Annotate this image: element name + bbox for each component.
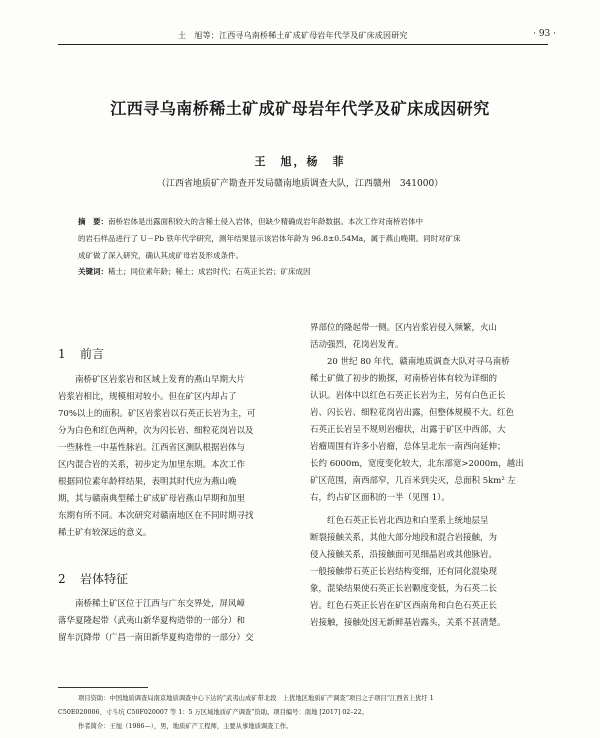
section-number: 2 <box>58 572 66 586</box>
footnote-rule <box>58 687 148 688</box>
abstract-line: 的岩石样品进行了 U－Pb 铁年代学研究，测年结果显示该岩体年龄为 96.8±0.54Ma，属于燕山晚期。同时对矿床 <box>78 234 461 243</box>
section-heading-2 <box>58 570 128 587</box>
section-title: 前言 <box>80 347 105 361</box>
keywords-label: 关键词： <box>78 267 108 276</box>
article-authors: 王 旭，杨 菲 <box>254 155 346 168</box>
footnote-funding: 项目资助：中国地质调查局南京地质调查中心下达的“武夷山成矿带北段 上犹地区地质矿产调查”项目之子项目“江西省上犹圩 1 <box>78 695 434 702</box>
keywords-text: 稀土；同位素年龄；稀土；成岩时代；石英正长岩；矿床成因 <box>108 267 311 276</box>
keywords <box>78 266 530 277</box>
footnote-funding-cont: C50E020006、寸斗坑 C50F020007 等 1：5 万区域地质矿产调查”资助。项目编号：南地 [2017] 02–22。 <box>58 709 368 716</box>
abstract-line: 成矿做了深入研究，确认其成矿母岩及形成条件。 <box>78 251 243 260</box>
footnote-author: 作者简介：王旭（1986—），男，地质矿产工程师，主要从事地质调查工作。 <box>78 723 293 730</box>
running-title: 土 旭等：江西寻乌南桥稀土矿成矿母岩年代学及矿床成因研究 <box>178 31 408 40</box>
abstract-line: 摘 要：南桥岩体是出露面积较大的含稀土侵入岩体，但缺少精确成岩年龄数据。本次工作对南桥岩体中 <box>78 217 423 226</box>
section2-paragraph: 南桥稀土矿区位于江西与广东交界处，屏风嶂 落华夏隆起带（武夷山新华夏构造带的一部分）和 留车沉降带（广昌一南田新华夏构造带的一部分）交 <box>58 599 254 643</box>
section-number: 1 <box>58 347 66 361</box>
page-number: · 93 · <box>533 29 556 39</box>
header-rule <box>58 44 548 45</box>
abstract-label: 摘 要： <box>78 217 108 226</box>
article-affiliation: （江西省地质矿产勘查开发局赣南地质调查大队，江西赣州 341000） <box>156 179 444 189</box>
abstract <box>78 213 530 264</box>
right-column: 界部位的隆起带一侧。区内岩浆岩侵入频繁，火山 活动强烈，花岗岩发育。 20 世纪 80 年代，赣南地质调查大队对寻乌南桥 稀土矿做了初步的勘探，对南桥岩体有较为详细的 认识。岩体中以红色石英正长岩为主，另有白色正长 岩、闪长岩、细粒花岗岩出露，但整体规模不大。红色 石英正长岩呈不规则岩瘤状，出露于矿区中西部，大 岩瘤周围有许多小岩瘤，总体呈北东一南西向延伸； 长约 6000m，宽度变化较大，北东部宽>2000m，越出 矿区范围，南西部窄，几百米到尖灭，总面积 5km² 左 右，约占矿区面积的一半（见图 1）。 红色石英正长岩北西边和白垩系上统地层呈 断裂接触关系，其他大部分地段和混合岩接触，为 侵入接触关系，沿接触面可见细晶岩或其他脉岩。 一般接触带石英正长岩结构变细，还有同化混染现 象，混染结果使石英正长岩颗度变低，为石英二长 岩。红色石英正长岩在矿区西南角和白色石英正长 岩接触，接触处因无新鲜基岩露头，关系不甚清楚。 <box>310 323 524 628</box>
section1-paragraph: 南桥矿区岩浆岩和区域上发育的燕山早期大片 岩浆岩相比，规模相对较小。但在矿区内却占了 70%以上的面积。矿区岩浆岩以石英正长岩为主，可 分为白色和红色两种，次为闪长岩、细粒花岗岩以及 一些脉性一中基性脉岩。江西省区测队根据岩体与 区内混合岩的关系，初步定为加里东期。本次工作 根据同位素年龄样结果，表明其时代应为燕山晚 期，其与赣南典型稀土矿成矿母岩燕山早期和加里 东期有所不同。本次研究对赣南地区在不同时期寻找 稀土矿有较深远的意义。 <box>58 375 256 538</box>
section-heading-1 <box>58 345 104 362</box>
section-title: 岩体特征 <box>80 572 129 586</box>
article-title: 江西寻乌南桥稀土矿成矿母岩年代学及矿床成因研究 <box>110 99 490 118</box>
